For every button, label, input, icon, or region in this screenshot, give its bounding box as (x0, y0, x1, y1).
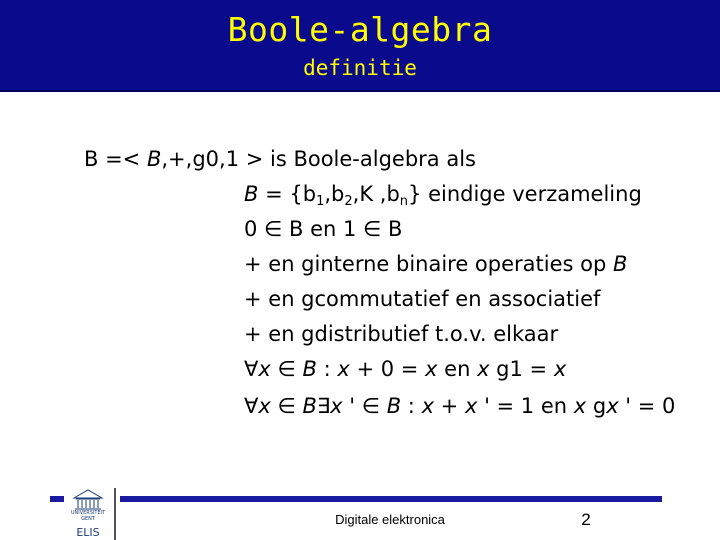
slide-subtitle: definitie (303, 56, 417, 80)
definition-line-8: ∀x ∈ B∃x ' ∈ B : x + x ' = 1 en x gx ' = 0 (244, 394, 676, 418)
definition-line-5: + en gcommutatief en associatief (244, 287, 601, 311)
slide-title: Boole-algebra (227, 10, 493, 49)
page-number: 2 (581, 510, 591, 529)
definition-line-1: B =< B,+,g0,1 > is Boole-algebra als (84, 147, 476, 171)
definition-line-6: + en gdistributief t.o.v. elkaar (244, 322, 559, 346)
course-name: Digitale elektronica (335, 512, 445, 527)
definition-line-7: ∀x ∈ B : x + 0 = x en x g1 = x (244, 357, 567, 381)
definition-line-2: $B = \{b_1,b_2,K$ $,b_n$} eindige verzameling (244, 182, 642, 209)
definition-line-4: + en ginterne binaire operaties op B (244, 252, 628, 276)
definition-line-3: 0 ∈ B en 1 ∈ B (244, 217, 403, 241)
logo-university-text: UNIVERSITEIT GENT (70, 510, 106, 522)
footer-bar-left (50, 496, 64, 502)
logo-elis-text: ELIS (76, 526, 100, 539)
slide-header (0, 0, 720, 92)
footer-bar (120, 496, 662, 502)
footer-divider (114, 488, 116, 540)
